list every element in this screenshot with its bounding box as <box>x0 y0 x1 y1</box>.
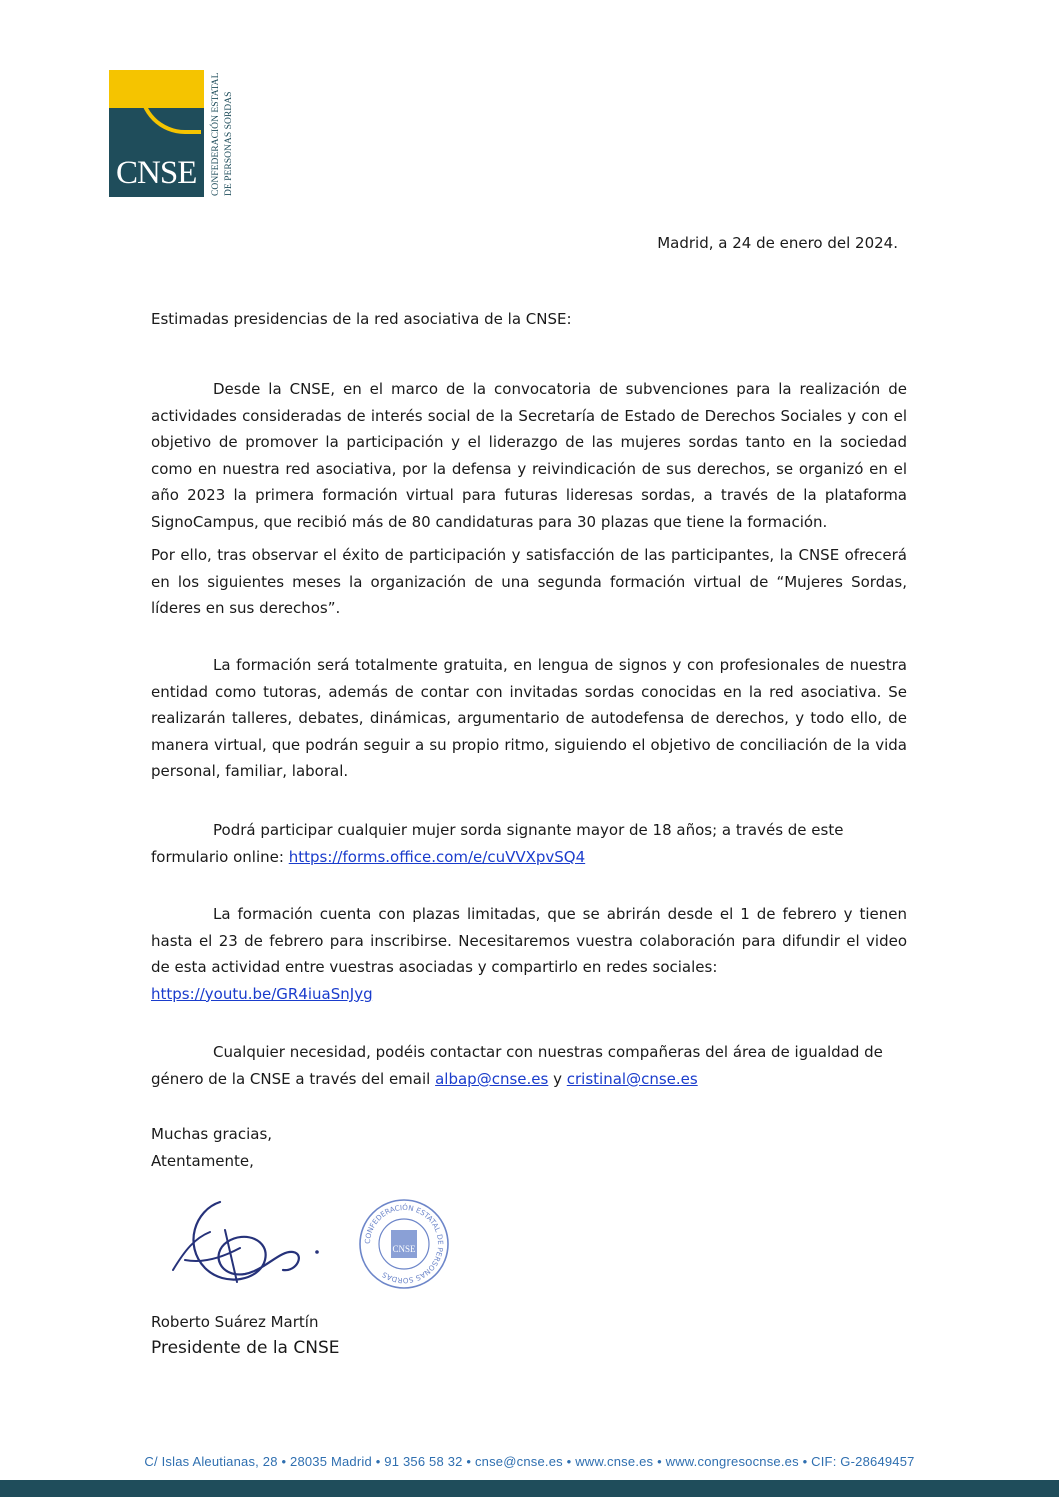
video-link[interactable]: https://youtu.be/GR4iuaSnJyg <box>151 984 373 1003</box>
paragraph-4-line2 <box>151 844 585 871</box>
cnse-logo <box>109 70 237 198</box>
email-conjunction: y <box>553 1070 562 1088</box>
email-link-cristinal[interactable]: cristinal@cnse.es <box>566 1070 698 1088</box>
closing-regards: Atentamente, <box>151 1152 254 1170</box>
paragraph-5 <box>151 901 907 1007</box>
svg-text:CNSE: CNSE <box>392 1244 416 1254</box>
paragraph-3-text: La formación será totalmente gratuita, en lengua de signos y con profesionales de nuestra entidad como tutoras, además de contar con invitadas sordas conocidas en la red asociativa. Se realizarán talleres, debates, dinámicas, argumentario de autodefensa de derechos, y todo ello, de manera virtual, que podrán seguir a su propio ritmo, siguiendo el objetivo de conciliación de la vida personal, familiar, laboral. <box>151 656 907 781</box>
logo-vertical-line1: CONFEDERACIÓN ESTATAL <box>210 72 221 196</box>
letter-date: Madrid, a 24 de enero del 2024. <box>657 234 898 252</box>
logo-wordmark: CNSE <box>116 155 197 191</box>
paragraph-6-line1: Cualquier necesidad, podéis contactar con nuestras compañeras del área de igualdad de <box>213 1043 883 1061</box>
paragraph-1 <box>151 376 907 536</box>
form-label: formulario online: <box>151 848 284 866</box>
letter-greeting: Estimadas presidencias de la red asociativa de la CNSE: <box>151 310 572 328</box>
email-label: género de la CNSE a través del email <box>151 1070 431 1088</box>
paragraph-4-line1: Podrá participar cualquier mujer sorda signante mayor de 18 años; a través de este <box>213 821 844 839</box>
signer-name: Roberto Suárez Martín <box>151 1313 319 1331</box>
paragraph-2: Por ello, tras observar el éxito de participación y satisfacción de las participantes, la CNSE ofrecerá en los siguientes meses la organización de una segunda formación virtual de “Mujeres Sordas, líderes en sus derechos”. <box>151 546 907 618</box>
paragraph-5-text: La formación cuenta con plazas limitadas, que se abrirán desde el 1 de febrero y tienen hasta el 23 de febrero para inscribirse. Necesitaremos vuestra colaboración para difundir el video de esta actividad entre vuestras asociadas y compartirlo en redes sociales: <box>151 905 907 977</box>
paragraph-1-text: Desde la CNSE, en el marco de la convocatoria de subvenciones para la realización de actividades consideradas de interés social de la Secretaría de Estado de Derechos Sociales y con el objetivo de promover la participación y el liderazgo de las mujeres sordas tanto en la sociedad como en nuestra red asociativa, por la defensa y reivindicación de sus derechos, se organizó en el año 2023 la primera formación virtual para futuras lideresas sordas, a través de la plataforma SignoCampus, que recibió más de 80 candidaturas para 30 plazas que tiene la formación. <box>151 380 907 531</box>
paragraph-6-line2 <box>151 1066 698 1093</box>
logo-curve <box>139 88 201 134</box>
logo-vertical-line2: DE PERSONAS SORDAS <box>223 91 234 196</box>
footer-contact: C/ Islas Aleutianas, 28 • 28035 Madrid • 91 356 58 32 • cnse@cnse.es • www.cnse.es • www.congresocnse.es • CIF: G-28649457 <box>144 1454 915 1469</box>
svg-text:CONFEDERACIÓN ESTATAL DE PERSO: CONFEDERACIÓN ESTATAL DE PERSONAS SORDAS <box>362 1202 446 1286</box>
signer-role: Presidente de la CNSE <box>151 1338 340 1358</box>
handwritten-signature <box>165 1190 325 1290</box>
logo-mark <box>109 70 204 197</box>
paragraph-3 <box>151 652 907 785</box>
email-link-albap[interactable]: albap@cnse.es <box>435 1070 549 1088</box>
footer-bar <box>0 1480 1059 1497</box>
form-link[interactable]: https://forms.office.com/e/cuVVXpvSQ4 <box>288 848 586 866</box>
logo-vertical-text <box>208 70 238 197</box>
closing-thanks: Muchas gracias, <box>151 1125 273 1143</box>
cnse-seal-stamp <box>358 1198 450 1290</box>
